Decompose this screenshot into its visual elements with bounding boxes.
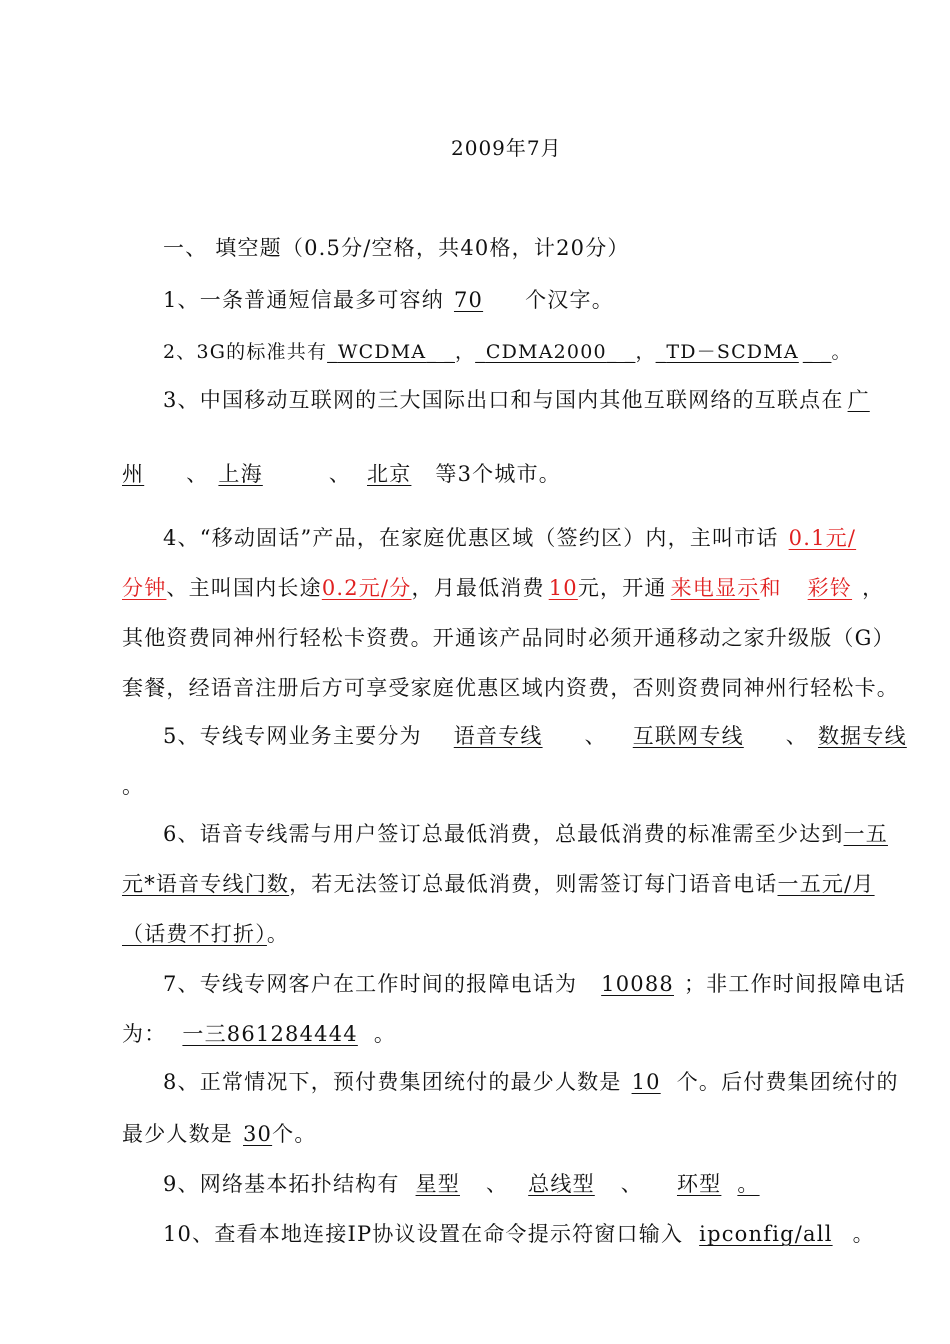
q9-prefix: 9、网络基本拓扑结构有 bbox=[163, 1172, 400, 1196]
question-8-line-1 bbox=[163, 1068, 899, 1096]
q4-and: 和 bbox=[759, 576, 782, 600]
q9-answer-1: 星型 bbox=[415, 1172, 460, 1196]
q4-text-3: ，月最低消费 bbox=[411, 576, 545, 600]
q8-answer-1: 10 bbox=[631, 1070, 661, 1094]
question-4-line-4: 套餐，经语音注册后方可享受家庭优惠区域内资费，否则资费同神州行轻松卡。 bbox=[122, 676, 899, 700]
document-date: 2009年7月 bbox=[451, 136, 562, 160]
question-1 bbox=[163, 286, 614, 314]
q10-prefix: 10、查看本地连接IP协议设置在命令提示符窗口输入 bbox=[163, 1222, 684, 1246]
q6-end: 。 bbox=[266, 922, 290, 946]
q5-sep-2: 、 bbox=[785, 724, 808, 748]
q4-answer-2: 0.2元/分 bbox=[321, 576, 412, 600]
q5-answer-3: 数据专线 bbox=[817, 724, 907, 748]
q6-prefix: 6、语音专线需与用户签订总最低消费，总最低消费的标准需至少达到 bbox=[163, 822, 844, 846]
q8-answer-2: 30 bbox=[243, 1122, 273, 1146]
question-7-line-2 bbox=[122, 1020, 396, 1048]
q7-mid: ；非工作时间报障电话 bbox=[683, 972, 906, 996]
q4-answer-1-part-2: 分钟 bbox=[122, 576, 167, 600]
q8-prefix: 8、正常情况下，预付费集团统付的最少人数是 bbox=[163, 1070, 622, 1094]
q6-answer-2-part-2: （话费不打折） bbox=[122, 922, 267, 946]
q4-answer-5: 彩铃 bbox=[807, 576, 853, 600]
question-8-line-2 bbox=[122, 1120, 317, 1148]
q7-line2-prefix: 为： bbox=[122, 1022, 167, 1046]
question-7-line-1 bbox=[163, 970, 906, 998]
q1-suffix: 个汉字。 bbox=[525, 288, 614, 312]
q10-answer: ipconfig/all bbox=[699, 1222, 833, 1246]
question-4-line-3: 其他资费同神州行轻松卡资费。开通该产品同时必须开通移动之家升级版（G） bbox=[122, 626, 895, 650]
q4-answer-3: 10 bbox=[548, 576, 578, 600]
q4-text-1: 4、“移动固话”产品，在家庭优惠区域（签约区）内，主叫市话 bbox=[163, 526, 779, 550]
section-title: 一、 填空题（0.5分/空格，共40格，计20分） bbox=[163, 236, 630, 260]
q2-answer-2: _CDMA2000_ _ bbox=[475, 341, 636, 363]
question-2 bbox=[163, 338, 852, 366]
question-9 bbox=[163, 1170, 770, 1198]
q7-answer-1: 10088 bbox=[601, 972, 674, 996]
q6-answer-2-part-1: 一五元/月 bbox=[777, 872, 875, 896]
q6-answer-1-part-1: 一五 bbox=[843, 822, 888, 846]
question-5-line-1 bbox=[163, 722, 907, 750]
q5-sep-1: 、 bbox=[584, 724, 607, 748]
q7-answer-2: 一三861284444 bbox=[182, 1022, 358, 1046]
q3-answer-1-part-2: 州 bbox=[122, 462, 145, 486]
q10-end: 。 bbox=[852, 1222, 875, 1246]
q2-sep-1: ， bbox=[454, 341, 476, 363]
q1-answer: 70 bbox=[453, 288, 484, 312]
q2-answer-1: _WCDMA_ _ bbox=[327, 341, 455, 363]
q4-answer-1-part-1: 0.1元/ bbox=[788, 526, 857, 550]
q3-sep-1: 、 bbox=[186, 462, 209, 486]
q3-suffix: 等3个城市。 bbox=[435, 462, 561, 486]
q8-line2-prefix: 最少人数是 bbox=[122, 1122, 233, 1146]
question-4-line-2 bbox=[122, 574, 884, 602]
q2-suffix: 。 bbox=[831, 341, 852, 363]
q4-text-4: 元，开通 bbox=[577, 576, 667, 600]
q9-answer-2: 总线型 bbox=[528, 1172, 595, 1196]
q6-mid: ，若无法签订总最低消费，则需签订每门语音电话 bbox=[289, 872, 778, 896]
q9-answer-3: 环型 。 bbox=[676, 1172, 760, 1196]
question-10 bbox=[163, 1220, 875, 1248]
question-6-line-1 bbox=[163, 820, 888, 848]
q3-text: 3、中国移动互联网的三大国际出口和与国内其他互联网络的互联点在 bbox=[163, 388, 844, 412]
q5-answer-1: 语音专线 bbox=[453, 724, 543, 748]
q3-answer-1-part-1: 广 bbox=[847, 388, 870, 412]
q5-prefix: 5、专线专网业务主要分为 bbox=[163, 724, 422, 748]
q8-end: 个。 bbox=[272, 1122, 317, 1146]
q2-prefix: 2、3G的标准共有 bbox=[163, 341, 328, 363]
q7-end: 。 bbox=[373, 1022, 397, 1046]
q3-answer-3: 北京 bbox=[367, 462, 412, 486]
question-6-line-3 bbox=[122, 920, 289, 948]
q9-sep-1: 、 bbox=[485, 1172, 509, 1196]
q2-answer-3: _TD－SCDMA _ _ bbox=[655, 341, 832, 363]
question-6-line-2 bbox=[122, 870, 875, 898]
q9-sep-2: 、 bbox=[620, 1172, 643, 1196]
q3-sep-2: 、 bbox=[328, 462, 352, 486]
q2-sep-2: ， bbox=[635, 341, 656, 363]
q3-answer-2: 上海 bbox=[218, 462, 263, 486]
q8-mid: 个。后付费集团统付的 bbox=[676, 1070, 899, 1094]
question-5-line-2: 。 bbox=[122, 774, 145, 798]
q4-text-2: 、主叫国内长途 bbox=[166, 576, 322, 600]
question-4-line-1 bbox=[163, 524, 856, 552]
q6-answer-1-part-2: 元*语音专线门数 bbox=[122, 872, 290, 896]
question-3-line-1 bbox=[163, 386, 870, 414]
q7-prefix: 7、专线专网客户在工作时间的报障电话为 bbox=[163, 972, 578, 996]
q4-answer-4: 来电显示 bbox=[670, 576, 760, 600]
q5-answer-2: 互联网专线 bbox=[632, 724, 744, 748]
q4-comma: ， bbox=[862, 576, 885, 600]
question-3-line-2 bbox=[122, 460, 561, 488]
q1-prefix: 1、一条普通短信最多可容纳 bbox=[163, 288, 444, 312]
